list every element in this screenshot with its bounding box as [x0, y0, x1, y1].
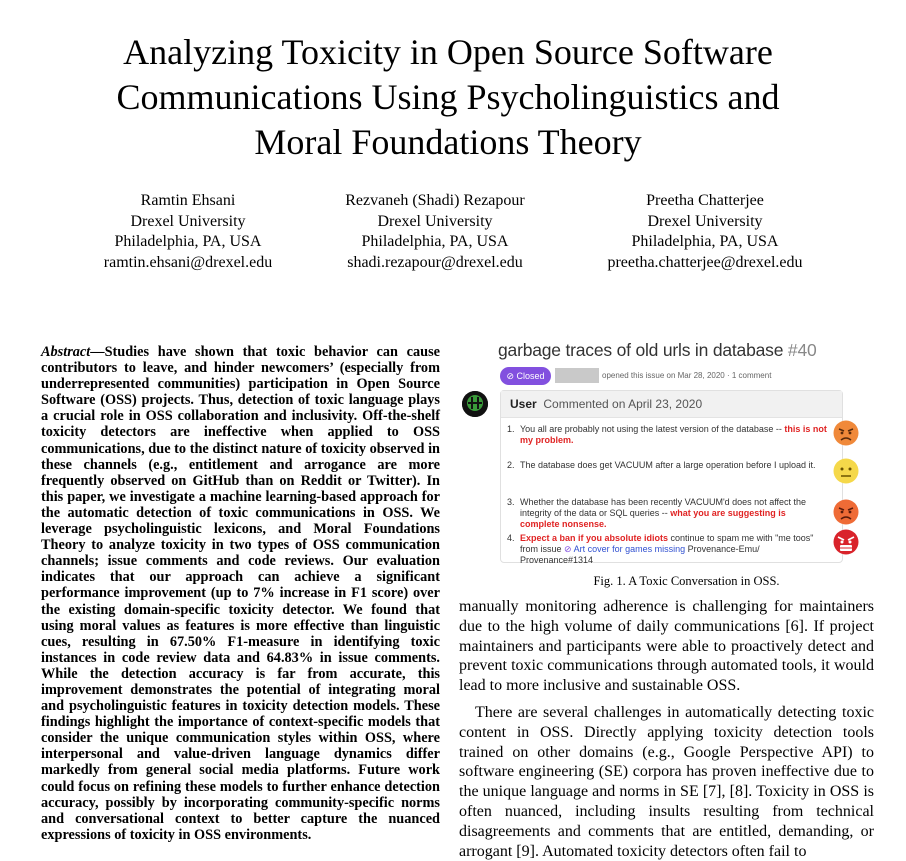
author-affiliation: Drexel University — [130, 212, 246, 230]
comment-date: Commented on April 23, 2020 — [543, 397, 703, 411]
author-block — [63, 191, 313, 273]
angry-face-icon — [833, 499, 859, 525]
author-name: Rezvaneh (Shadi) Rezapour — [345, 192, 525, 209]
issue-ref-icon: ⊘ — [564, 544, 572, 554]
abstract-label: Abstract — [41, 344, 91, 360]
item-text: You all are probably not using the latest version of the database -- — [520, 424, 785, 434]
list-item — [507, 424, 827, 446]
issue-link[interactable]: Art cover for games missing — [573, 544, 686, 554]
title-line: Communications Using Psycholinguistics and — [116, 77, 780, 117]
figure-toxic-conversation — [492, 336, 881, 568]
angry-face-icon — [833, 420, 859, 446]
body-text — [459, 597, 874, 861]
screaming-angry-face-icon — [833, 529, 859, 555]
author-affiliation: Drexel University — [647, 212, 763, 230]
author-email: shadi.rezapour@drexel.edu — [347, 253, 523, 271]
paper-title — [0, 30, 896, 165]
item-text: Provenance-Emu/ Provenance#1314 — [520, 544, 760, 565]
author-name: Ramtin Ehsani — [140, 192, 236, 209]
list-item — [507, 460, 827, 471]
author-email: ramtin.ehsani@drexel.edu — [103, 253, 273, 271]
closed-icon: ⊘ — [506, 371, 514, 381]
title-line: Moral Foundations Theory — [254, 122, 642, 162]
neutral-face-icon — [833, 458, 859, 484]
issue-title-text: garbage traces of old urls in database — [498, 340, 784, 360]
item-text: The database does get VACUUM after a large operation before I upload it. — [520, 460, 816, 470]
author-block — [310, 191, 560, 273]
item-number: 4. — [507, 533, 515, 543]
title-line: Analyzing Toxicity in Open Source Software — [123, 32, 773, 72]
author-location: Philadelphia, PA, USA — [361, 233, 509, 250]
issue-number: #40 — [787, 340, 817, 360]
paragraph: There are several challenges in automatically detecting toxic content in OSS. Directly applying toxicity detection tools trained on other domains (e.g., Google Perspective API) to software engineering (SE) corpora has proven ineffective due to the unique language and norms in SE [7], [8]. Toxicity in OSS is often nuanced, including insults resulting from technical disagreements and comments that are entitled, demanding, or arrogant [9]. Automated toxicity detectors often fail to — [459, 703, 874, 860]
status-badge — [500, 367, 551, 385]
author-block — [580, 191, 830, 273]
item-number: 2. — [507, 460, 515, 470]
abstract-text: —Studies have shown that toxic behavior can cause contributors to leave, and hinder newcomers’ (especially from underrepresented communities) participation in Open Source Software (OSS) projects. Thus, detection of toxic language plays a crucial role in OSS collaboration and inclusivity. Off-the-shelf toxicity detectors are ineffective when applied to OSS communications, due to the distinct nature of toxicity observed in these channels (e.g., entitlement and arrogance are more frequently observed on GitHub than on Reddit or Twitter). In this paper, we investigate a machine learning-based approach for the automatic detection of toxic communications in OSS. We leverage psycholinguistic lexicons, and Moral Foundations Theory to analyze toxicity in two types of OSS communication channels; issue comments and code reviews. Our evaluation indicates that our approach can achieve a significant performance improvement (up to 7% increase in F1 score) over the existing domain-specific toxicity detector. We found that using moral values as features is more effective than linguistic cues, resulting in 67.50% F1-measure in identifying toxic instances in code review data and 64.83% in issue comments. While the detection accuracy is far from accurate, this improvement demonstrates the potential of integrating moral and psycholinguistic features in toxicity detection models. These findings highlight the importance of context-specific models that consider the unique communication styles within OSS, where interpersonal and value-driven language dynamics differ markedly from general social media platforms. Future work could focus on refining these models to further enhance detection accuracy, possibly by incorporating community-specific norms and conversational context to better capture the nuanced expressions of toxicity in OSS environments. — [41, 344, 440, 843]
figure-caption: Fig. 1. A Toxic Conversation in OSS. — [593, 574, 780, 588]
author-location: Philadelphia, PA, USA — [631, 233, 779, 250]
avatar-icon — [462, 391, 488, 417]
item-number: 1. — [507, 424, 515, 434]
item-text: continue to spam me with "me toos" from issue — [520, 533, 814, 554]
author-name: Preetha Chatterjee — [646, 192, 764, 209]
list-item — [507, 533, 827, 566]
issue-meta: opened this issue on Mar 28, 2020 · 1 comment — [602, 371, 772, 380]
comment-header — [501, 391, 842, 418]
comment-box — [500, 390, 843, 563]
toxic-text: what you are suggesting is complete nonsense. — [520, 508, 786, 529]
list-item — [507, 497, 827, 530]
item-text: Whether the database has been recently VACUUM'd does not affect the integrity of the data or SQL queries -- — [520, 497, 807, 518]
toxic-text: this is not my problem. — [520, 424, 827, 445]
abstract — [41, 344, 440, 843]
issue-title — [498, 340, 817, 361]
toxic-text: Expect a ban if you absolute idiots — [520, 533, 669, 543]
avatar — [462, 391, 488, 417]
status-badge-label: Closed — [516, 371, 545, 381]
author-email: preetha.chatterjee@drexel.edu — [607, 253, 803, 271]
author-location: Philadelphia, PA, USA — [114, 233, 262, 250]
paragraph: manually monitoring adherence is challenging for maintainers due to the high volume of daily communications [6]. If project maintainers and participants were able to proactively detect and prevent toxic communications through automated tools, it would lead to more inclusive and sustainable OSS. — [459, 598, 874, 695]
author-affiliation: Drexel University — [377, 212, 493, 230]
comment-user: User — [510, 397, 537, 411]
redacted-username — [555, 368, 599, 383]
item-number: 3. — [507, 497, 515, 507]
